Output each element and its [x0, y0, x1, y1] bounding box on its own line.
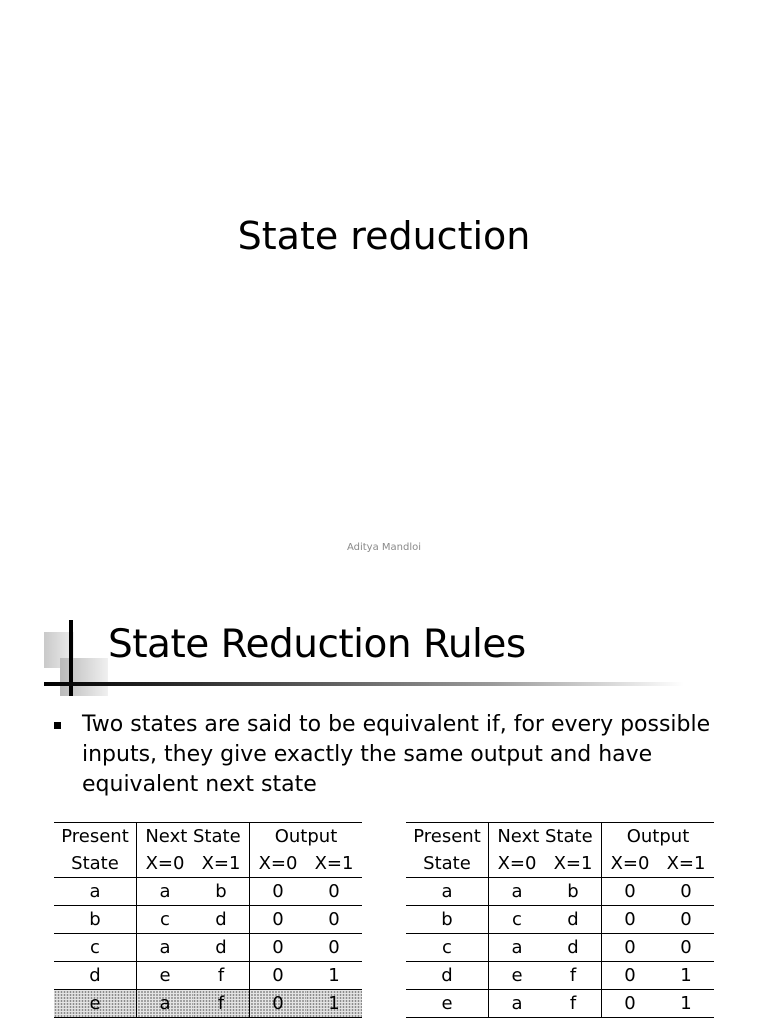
cell-next-x0: e [489, 962, 546, 990]
cell-next-x1: f [193, 990, 250, 1018]
cell-present: b [54, 906, 137, 934]
cell-out-x1: 1 [306, 990, 362, 1018]
cell-present: c [54, 934, 137, 962]
title-decoration-shade [60, 658, 108, 696]
table-row [54, 878, 362, 906]
cell-present: c [406, 934, 489, 962]
header-state: State [54, 850, 137, 878]
cell-out-x1: 0 [306, 934, 362, 962]
cell-out-x1: 0 [658, 934, 714, 962]
cell-present: a [406, 878, 489, 906]
header-output: Output [602, 823, 715, 851]
cell-next-x0: a [137, 934, 194, 962]
cell-next-x0: e [137, 962, 194, 990]
cell-out-x1: 0 [658, 906, 714, 934]
header-x1: X=1 [545, 850, 602, 878]
cell-next-x0: a [489, 878, 546, 906]
bullet-square-icon [54, 722, 61, 729]
table-row [54, 962, 362, 990]
cell-present: e [54, 990, 137, 1018]
table-row [54, 934, 362, 962]
cell-out-x0: 0 [602, 990, 659, 1018]
cell-out-x0: 0 [250, 990, 307, 1018]
table-row [406, 906, 714, 934]
bullet-text: Two states are said to be equivalent if, for every possible inputs, they give exactly the same output and have equivalent next state [82, 712, 711, 797]
cell-next-x0: a [489, 990, 546, 1018]
slide-title: State reduction [237, 214, 531, 258]
cell-next-x0: c [489, 906, 546, 934]
header-x1: X=1 [658, 850, 714, 878]
table-row [406, 878, 714, 906]
cell-out-x1: 0 [306, 878, 362, 906]
table-row [406, 962, 714, 990]
cell-out-x0: 0 [602, 962, 659, 990]
cell-out-x1: 0 [306, 906, 362, 934]
cell-out-x0: 0 [602, 878, 659, 906]
slide-heading: State Reduction Rules [108, 622, 526, 667]
cell-next-x0: a [137, 878, 194, 906]
cell-out-x0: 0 [250, 934, 307, 962]
author-footer: Aditya Mandloi [346, 542, 422, 553]
header-next-state: Next State [489, 823, 602, 851]
cell-next-x1: f [193, 962, 250, 990]
cell-out-x0: 0 [250, 906, 307, 934]
cell-next-x0: a [489, 934, 546, 962]
cell-out-x0: 0 [602, 906, 659, 934]
cell-out-x0: 0 [250, 962, 307, 990]
table-row [54, 906, 362, 934]
header-x1: X=1 [193, 850, 250, 878]
cell-next-x1: d [545, 906, 602, 934]
cell-present: d [54, 962, 137, 990]
cell-out-x1: 1 [658, 990, 714, 1018]
cell-next-x1: d [545, 934, 602, 962]
header-x0: X=0 [250, 850, 307, 878]
header-output: Output [250, 823, 363, 851]
cell-next-x1: f [545, 962, 602, 990]
cell-next-x1: f [545, 990, 602, 1018]
cell-present: d [406, 962, 489, 990]
header-next-state: Next State [137, 823, 250, 851]
header-x0: X=0 [489, 850, 546, 878]
header-state: State [406, 850, 489, 878]
cell-present: b [406, 906, 489, 934]
cell-next-x0: a [137, 990, 194, 1018]
title-underline [44, 682, 684, 686]
cell-next-x1: d [193, 906, 250, 934]
table-row [406, 934, 714, 962]
header-x0: X=0 [602, 850, 659, 878]
cell-next-x1: d [193, 934, 250, 962]
cell-out-x0: 0 [250, 878, 307, 906]
cell-next-x1: b [545, 878, 602, 906]
cell-next-x0: c [137, 906, 194, 934]
cell-next-x1: b [193, 878, 250, 906]
state-table-right [406, 822, 714, 1018]
rules-slide [0, 596, 768, 1024]
table-row [406, 990, 714, 1018]
header-x1: X=1 [306, 850, 362, 878]
state-table-left [54, 822, 362, 1018]
cell-present: e [406, 990, 489, 1018]
header-present: Present [54, 823, 137, 851]
cell-out-x1: 0 [658, 878, 714, 906]
cell-out-x1: 1 [306, 962, 362, 990]
header-x0: X=0 [137, 850, 194, 878]
table-row-highlighted [54, 990, 362, 1018]
cell-out-x1: 1 [658, 962, 714, 990]
cell-out-x0: 0 [602, 934, 659, 962]
header-present: Present [406, 823, 489, 851]
cell-present: a [54, 878, 137, 906]
